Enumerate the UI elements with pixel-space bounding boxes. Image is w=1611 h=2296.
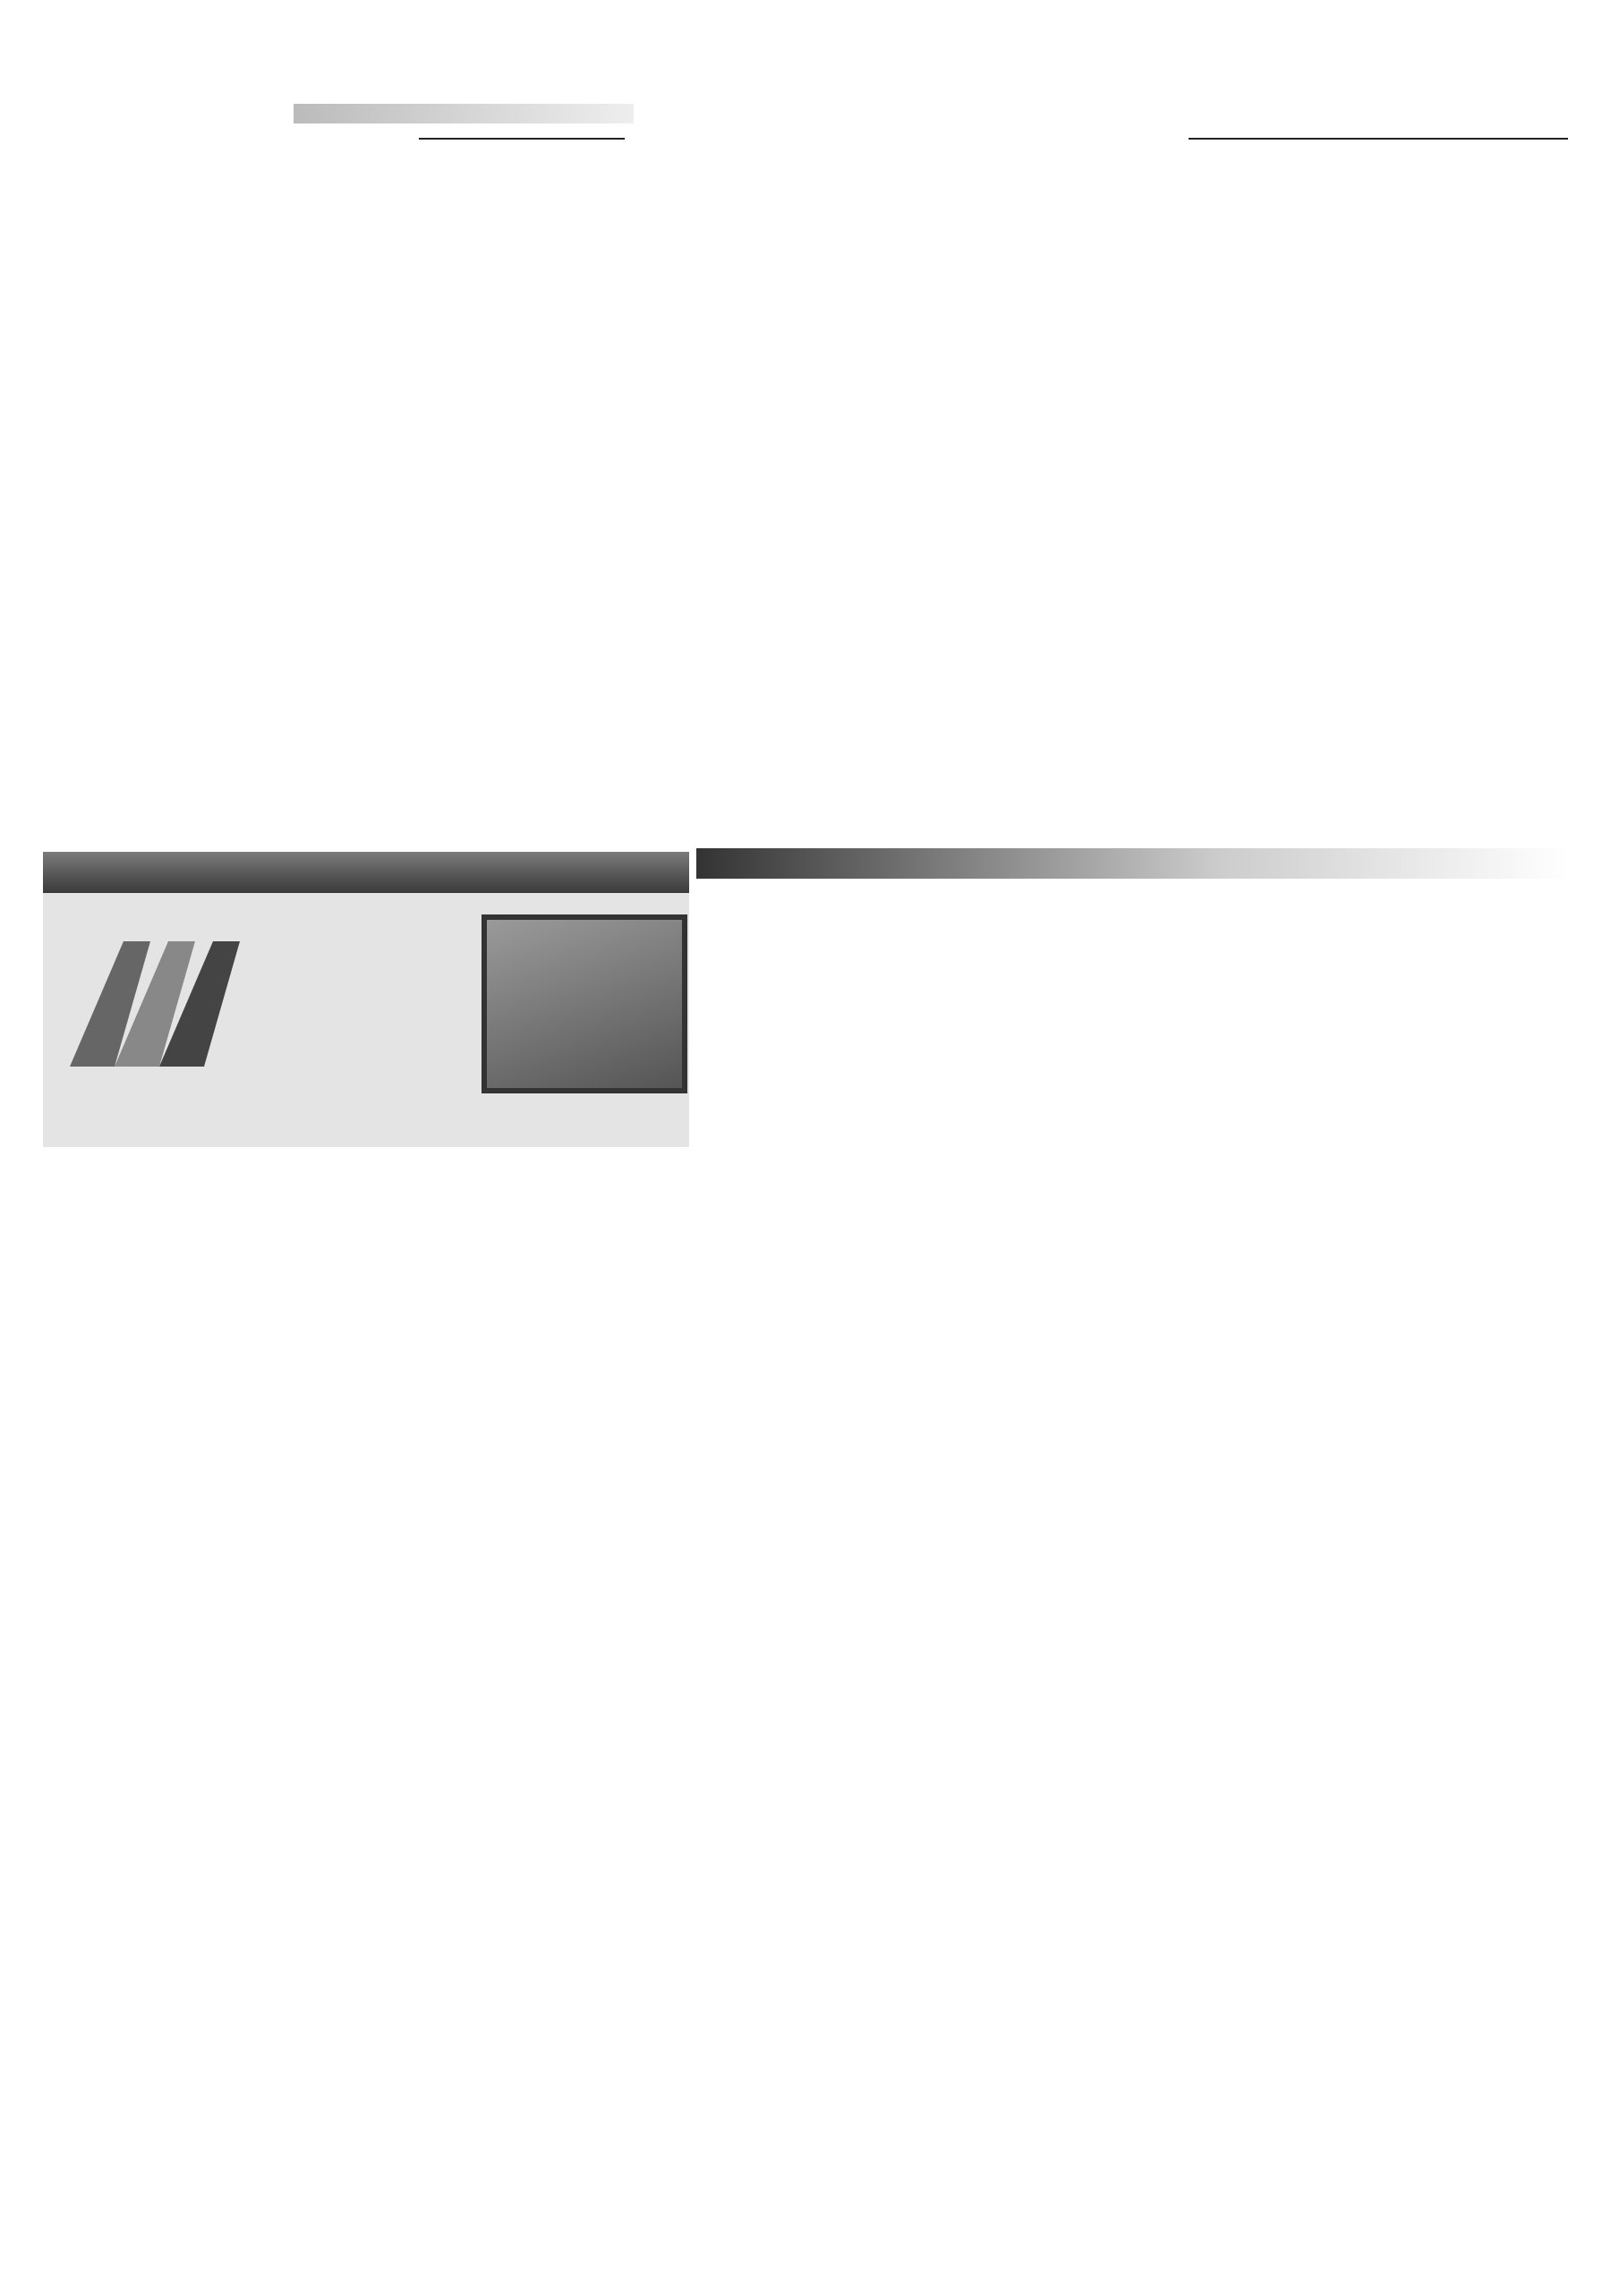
vladivostok-logo-icon bbox=[61, 932, 258, 1076]
promo-block bbox=[43, 852, 689, 1147]
header-rule-right bbox=[1189, 138, 1568, 140]
monitor-image bbox=[482, 914, 687, 1093]
page-header bbox=[43, 97, 1568, 157]
page-number bbox=[43, 97, 125, 157]
local-channel-8 bbox=[696, 848, 1568, 1188]
promo-heading bbox=[43, 852, 689, 893]
header-rule-left bbox=[419, 138, 625, 140]
local-header bbox=[696, 848, 1568, 879]
header-bar bbox=[294, 104, 634, 123]
